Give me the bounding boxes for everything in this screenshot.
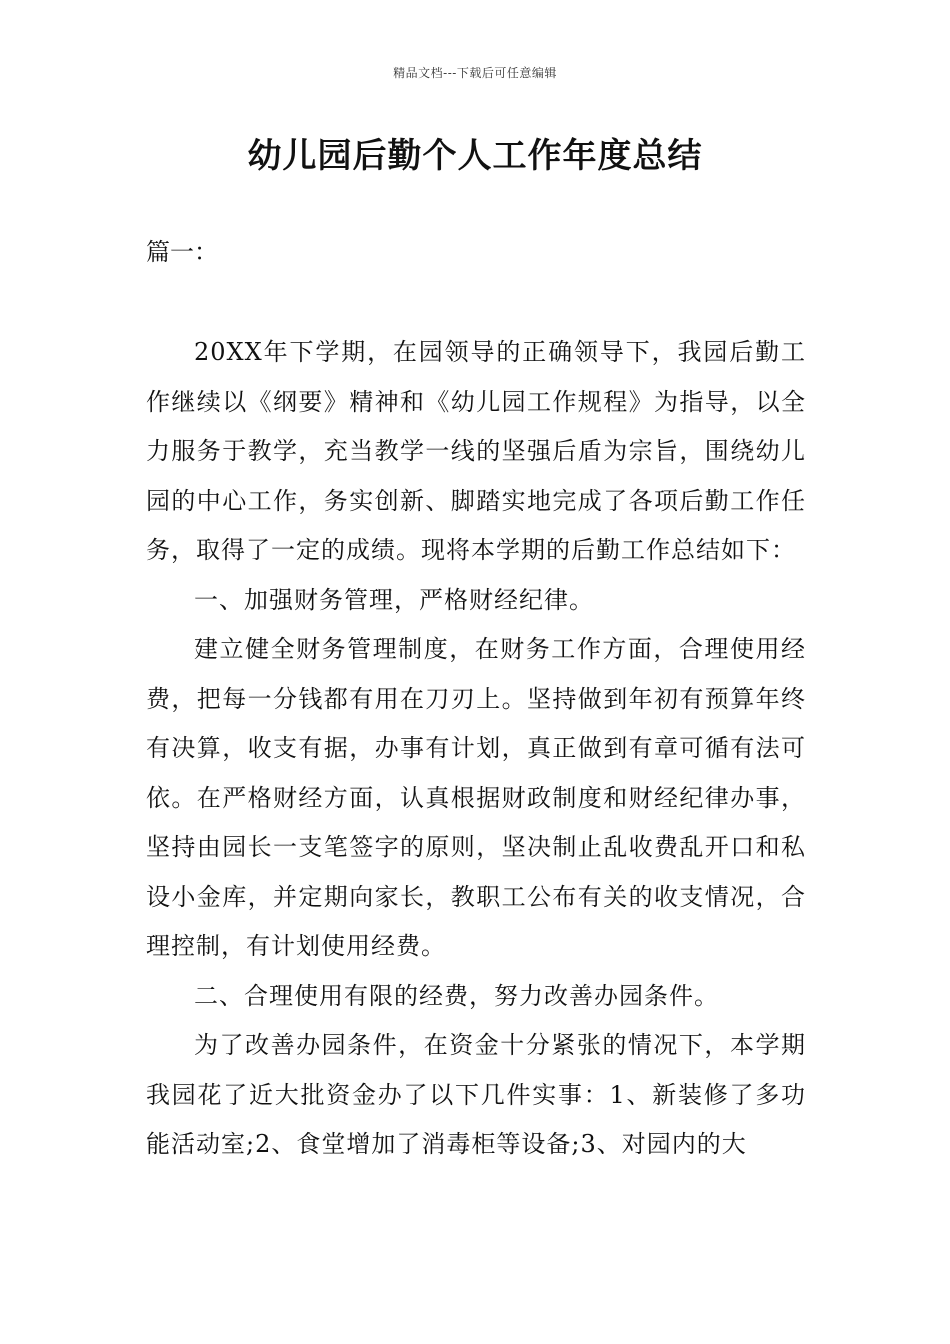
- paragraph-funding: 为了改善办园条件，在资金十分紧张的情况下，本学期我园花了近大批资金办了以下几件实事：1、新装修了多功能活动室;2、食堂增加了消毒柜等设备;3、对园内的大: [146, 1031, 806, 1158]
- paragraph-intro: 20XX年下学期，在园领导的正确领导下，我园后勤工作继续以《纲要》精神和《幼儿园工作规程》为指导，以全力服务于教学，充当教学一线的坚强后盾为宗旨，围绕幼儿园的中心工作，务实创新、脚踏实地完成了各项后勤工作任务，取得了一定的成绩。现将本学期的后勤工作总结如下：: [146, 338, 806, 564]
- header-note: 精品文档---下载后可任意编辑: [393, 66, 557, 80]
- document-title: 幼儿园后勤个人工作年度总结: [247, 136, 703, 176]
- heading-funding: 二、合理使用有限的经费，努力改善办园条件。: [194, 981, 719, 1010]
- section-label: 篇一：: [146, 238, 218, 266]
- document-body: [146, 328, 806, 1170]
- heading-finance: 一、加强财务管理，严格财经纪律。: [194, 585, 594, 614]
- paragraph-finance: 建立健全财务管理制度，在财务工作方面，合理使用经费，把每一分钱都有用在刀刃上。坚持做到年初有预算年终有决算，收支有据，办事有计划，真正做到有章可循有法可依。在严格财经方面，认真根据财政制度和财经纪律办事，坚持由园长一支笔签字的原则，坚决制止乱收费乱开口和私设小金库，并定期向家长，教职工公布有关的收支情况，合理控制，有计划使用经费。: [146, 635, 806, 960]
